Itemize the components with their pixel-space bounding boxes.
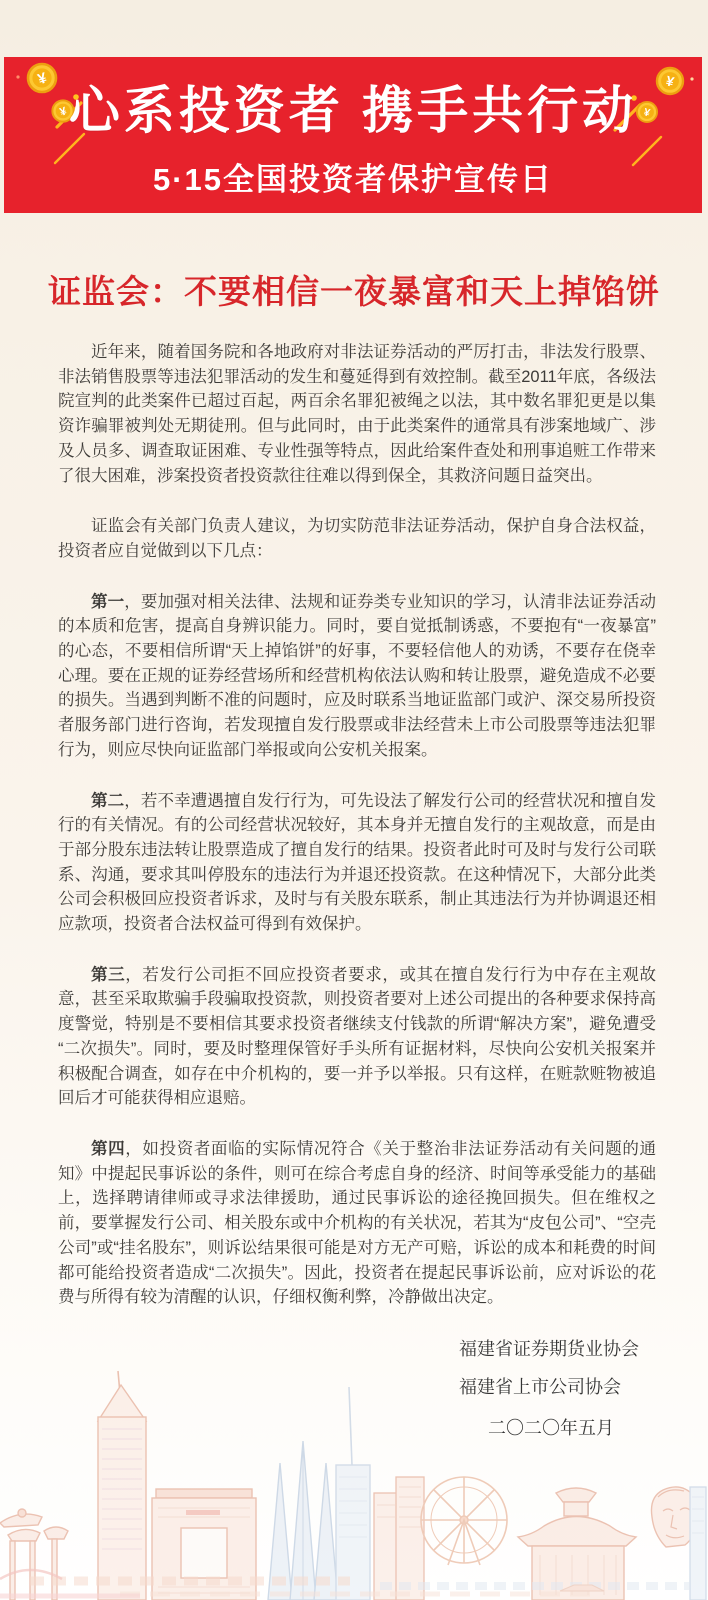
cityscape-illustration — [0, 1365, 708, 1600]
svg-text:¥: ¥ — [58, 105, 69, 119]
paragraph — [58, 963, 656, 1111]
paragraph-text: ，若发行公司拒不回应投资者要求，或其在擅自发行行为中存在主观故意，甚至采取欺骗手段骗取投资款，则投资者要对上述公司提出的各种要求保持高度警觉，特别是不要相信其要求投资者继续支付钱款的所谓“解决方案”，避免遭受“二次损失”。同时，要及时整理保管好手头所有证据材料，尽快向公安机关报案并积极配合调查，如存在中介机构的，要一并予以举报。只有这样，在赃款赃物被追回后才可能获得相应退赔。 — [58, 965, 656, 1108]
paragraph-lead: 第三 — [91, 965, 126, 984]
svg-text:¥: ¥ — [642, 106, 652, 120]
banner-subtitle: 5·15全国投资者保护宣传日 — [152, 162, 554, 197]
signature-org-2: 福建省上市公司协会 — [459, 1377, 621, 1397]
paragraph-lead: 第二 — [91, 791, 125, 810]
signature-org-1: 福建省证券期货业协会 — [459, 1339, 639, 1359]
paragraph-text: ，如投资者面临的实际情况符合《关于整治非法证券活动有关问题的通知》中提起民事诉讼的条件，则可在综合考虑自身的经济、时间等承受能力的基础上，选择聘请律师或寻求法律援助，通过民事诉讼的途径挽回损失。但在维权之前，要掌握发行公司、相关股东或中介机构的有关状况，若其为“皮包公司”、“空壳公司”或“挂名股东”，则诉讼结果很可能是对方无产可赔，诉讼的成本和耗费的时间都可能给投资者造成“二次损失”。因此，投资者在提起民事诉讼前，应对诉讼的花费与所得有较为清醒的认识，仔细权衡利弊，冷静做出决定。 — [58, 1139, 656, 1307]
paragraph-text: ，要加强对相关法律、法规和证券类专业知识的学习，认清非法证券活动的本质和危害，提高自身辨识能力。同时，要自觉抵制诱惑，不要抱有“一夜暴富”的心态，不要相信所谓“天上掉馅饼”的好事，不要轻信他人的劝诱，不要存在侥幸心理。要在正规的证券经营场所和经营机构依法认购和转让股票，避免造成不必要的损失。当遇到判断不准的问题时，应及时联系当地证监部门或沪、深交易所投资者服务部门进行咨询，若发现擅自发行股票或非法经营未上市公司股票等违法犯罪行为，则应尽快向证监部门举报或向公安机关报案。 — [58, 592, 657, 759]
svg-text:¥: ¥ — [35, 69, 49, 89]
paragraph-lead: 第一 — [91, 592, 125, 611]
paragraph-text: 证监会有关部门负责人建议，为切实防范非法证券活动，保护自身合法权益，投资者应自觉做到以下几点： — [58, 517, 656, 560]
paragraph-text: ，若不幸遭遇擅自发行行为，可先设法了解发行公司的经营状况和擅自发行的有关情况。有的公司经营状况较好，其本身并无擅自发行的主观故意，而是由于部分股东违法转让股票造成了擅自发行的结果。投资者此时可及时与发行公司联系、沟通，要求其叫停股东的违法行为并退还投资款。在这种情况下，大部分此类公司会积极回应投资者诉求，及时与有关股东联系，制止其违法行为并协调退还相应款项，投资者合法权益可得到有效保护。 — [58, 791, 657, 934]
paragraph — [58, 1137, 656, 1310]
paragraph — [58, 590, 656, 763]
banner-title: 心系投资者 携手共行动 — [68, 82, 638, 139]
headline: 证监会：不要相信一夜暴富和天上掉馅饼 — [48, 273, 660, 310]
paragraph-text: 近年来，随着国务院和各地政府对非法证券活动的严厉打击，非法发行股票、非法销售股票等违法犯罪活动的发生和蔓延得到有效控制。截至2011年底，各级法院宣判的此类案件已超过百起，两百余名罪犯被绳之以法，其中数名罪犯更是以集资诈骗罪被判处无期徒刑。但与此同时，由于此类案件的通常具有涉案地域广、涉及人员多、调查取证困难、专业性强等特点，因此给案件查处和刑事追赃工作带来了很大困难，涉案投资者投资款往往难以得到保全，其救济问题日益突出。 — [58, 343, 656, 485]
article-body — [58, 340, 656, 1336]
signature-date: 二〇二〇年五月 — [488, 1418, 614, 1438]
paragraph — [58, 514, 656, 563]
banner — [4, 57, 702, 213]
paragraph — [58, 789, 656, 937]
paragraph-lead: 第四 — [91, 1139, 126, 1158]
paragraph — [58, 340, 656, 488]
svg-text:¥: ¥ — [664, 72, 676, 90]
